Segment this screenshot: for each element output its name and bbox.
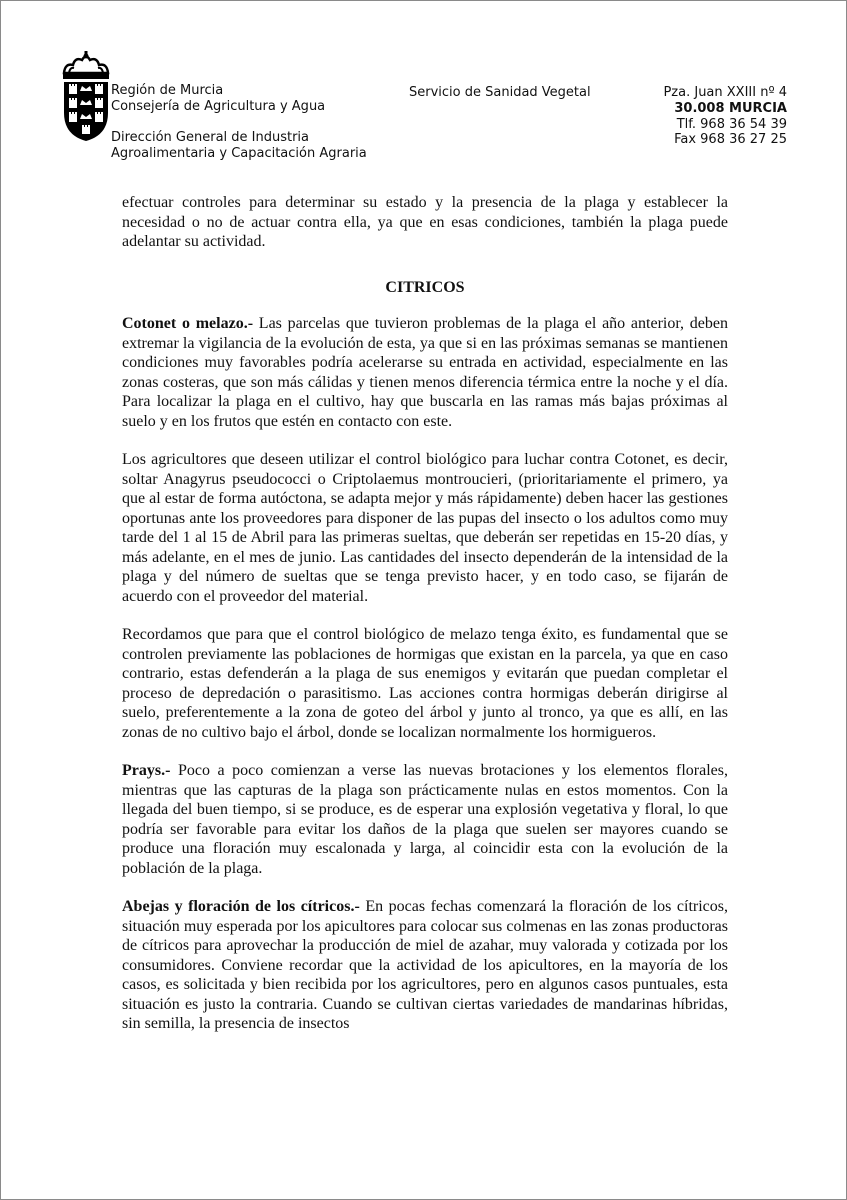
bees-heading: Abejas y floración de los cítricos.- xyxy=(122,898,360,915)
org-directorate-cont: Agroalimentaria y Capacitación Agraria xyxy=(111,146,367,161)
bees-text: En pocas fechas comenzará la floración de los cítricos, situación muy esperada por los apicultores para colocar sus colmenas en las zonas productoras de cítricos para aprovechar la producción de miel de azahar, muy valorada y cotizada por los consumidores. Conviene recordar que la actividad de los apicultores, en la mayoría de los casos, es solicitada y bien recibida por los agricultores, pero en algunos casos puntuales, esta situación es justo la contraria. Cuando se cultivan ciertas variedades de mandarinas híbridas, sin semilla, la presencia de insectos xyxy=(122,898,728,1032)
prays-text: Poco a poco comienzan a verse las nuevas brotaciones y los elementos florales, mientras que las capturas de la plaga son prácticamente nulas en estos momentos. Con la llegada del buen tiempo, si se produce, es de esperar una explosión vegetativa y floral, lo que podría ser favorable para evitar los daños de la plaga que suelen ser mayores cuando se produce una floración muy escalonada y larga, al coincidir esta con la evolución de la población de la plaga. xyxy=(122,762,728,877)
biological-control-paragraph: Los agricultores que deseen utilizar el control biológico para luchar contra Cotonet, es decir, soltar Anagyrus pseudococci o Criptolaemus montroucieri, (prioritariamente el primero, ya que al estar de forma autóctona, se adapta mejor y más rápidamente) deben hacer las gestiones oportunas ante los proveedores para disponer de las pupas del insecto o los adultos como muy tarde del 1 al 15 de Abril para las primeras sueltas, que deberán ser repetidas en 15-20 días, y más adelante, en el mes de junio. Las cantidades del insecto dependerán de la intensidad de la plaga y del número de sueltas que se tenga previsto hacer, y en todo caso, se fijarán de acuerdo con el proveedor del material. xyxy=(122,451,728,605)
cotonet-paragraph xyxy=(122,314,728,431)
bees-paragraph xyxy=(122,897,728,1034)
org-region: Región de Murcia xyxy=(111,83,224,98)
intro-paragraph: efectuar controles para determinar su estado y la presencia de la plaga y establecer la necesidad o no de actuar contra ella, ya que en esas condiciones, también la plaga puede adelantar su actividad. xyxy=(122,194,728,250)
address: Pza. Juan XXIII nº 4 xyxy=(663,85,787,100)
section-title: CITRICOS xyxy=(385,278,465,296)
prays-heading: Prays.- xyxy=(122,762,171,779)
org-directorate: Dirección General de Industria xyxy=(111,130,310,145)
cotonet-heading: Cotonet o melazo.- xyxy=(122,315,254,332)
ants-paragraph: Recordamos que para que el control biológico de melazo tenga éxito, es fundamental que se controlen previamente las poblaciones de hormigas que existan en la parcela, ya que en caso contrario, estas defenderán a la plaga de sus enemigos y evitarán que puedan completar el proceso de depredación o parasitismo. Las acciones contra hormigas deberán dirigirse al suelo, preferentemente a la zona de goteo del árbol y junto al tronco, ya que es allí, en las zonas de no cultivo bajo el árbol, donde se localizan normalmente los hormigueros. xyxy=(122,626,728,741)
letterhead xyxy=(1,1,847,171)
cotonet-text: Las parcelas que tuvieron problemas de la plaga el año anterior, deben extremar la vigilancia de la evolución de esta, ya que si en las próximas semanas se mantienen condiciones muy favorables podría acelerarse su entrada en actividad, especialmente en las zonas costeras, que son más cálidas y tienen menos diferencia térmica entre la noche y el día. Para localizar la plaga en el cultivo, hay que buscarla en las ramas más bajas próximas al suelo y en los frutos que estén en contacto con este. xyxy=(122,315,729,430)
city: 30.008 MURCIA xyxy=(674,101,787,116)
murcia-coat-of-arms-icon xyxy=(61,51,111,143)
document-body xyxy=(122,193,728,1053)
org-department: Consejería de Agricultura y Agua xyxy=(111,99,326,114)
fax: Fax 968 36 27 25 xyxy=(674,132,787,147)
phone: Tlf. 968 36 54 39 xyxy=(676,117,787,132)
service-name: Servicio de Sanidad Vegetal xyxy=(409,85,591,100)
prays-paragraph xyxy=(122,761,728,878)
